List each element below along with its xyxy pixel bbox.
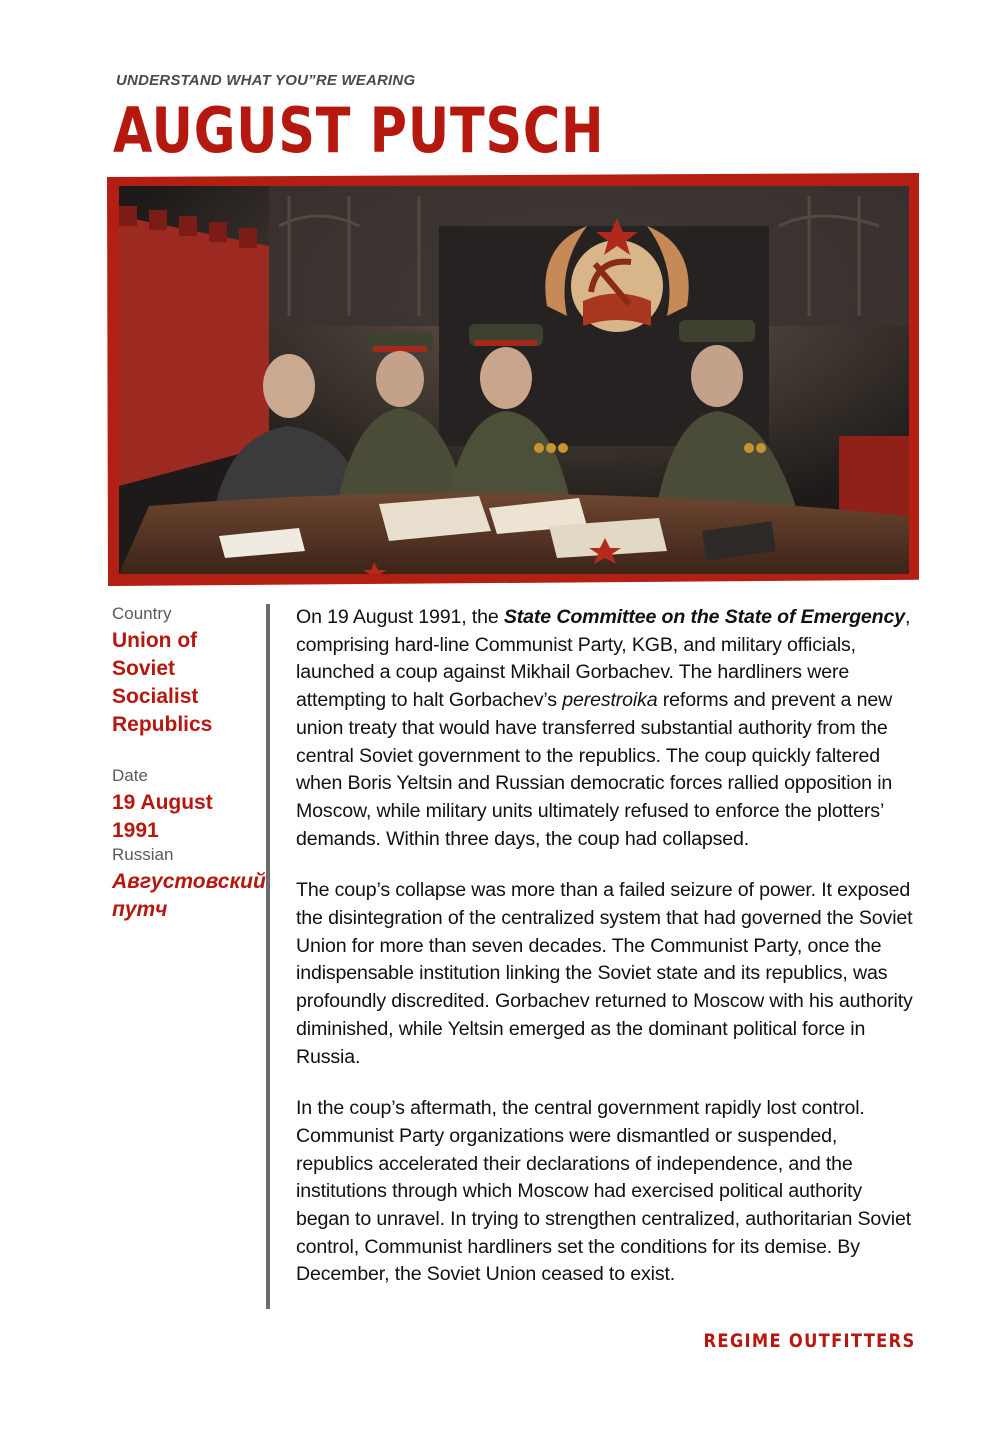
- page-title: AUGUST PUTSCH: [113, 94, 605, 167]
- p1-text-e: reforms and prevent a new union treaty that would have transferred substantial authority from the central Soviet government to the republics. The coup quickly faltered when Boris Yeltsin and Russian democratic forces rallied opposition in Moscow, while military units ultimately refused to enforce the plotters’ demands. Within three days, the coup had collapsed.: [296, 689, 893, 850]
- russian-block: [112, 844, 266, 924]
- date-label: Date: [112, 766, 148, 785]
- perestroika-term: perestroika: [562, 689, 658, 712]
- p1-text-c: , comprising hard-line Communist Party, KGB, and military officials, launched a coup against Mikhail Gorbachev. The hardliners were attempting to halt Gorbachev’s: [296, 606, 911, 712]
- brand-footer: REGIME OUTFITTERS: [703, 1330, 916, 1352]
- country-block: [112, 603, 262, 739]
- country-value: Union of Soviet Socialist Republics: [112, 629, 213, 736]
- date-block: [112, 765, 262, 845]
- meeting-illustration-icon: [119, 186, 909, 574]
- article-paragraph-1: [296, 604, 916, 853]
- eyebrow-tagline: UNDERSTAND WHAT YOU”RE WEARING: [116, 72, 416, 89]
- committee-name: State Committee on the State of Emergency: [503, 606, 905, 628]
- illustration-image: [119, 186, 909, 574]
- russian-label: Russian: [112, 845, 174, 864]
- vertical-divider: [266, 604, 270, 1309]
- date-value: 19 August 1991: [112, 791, 213, 842]
- illustration-frame: [107, 173, 919, 586]
- article-paragraph-2: The coup’s collapse was more than a failed seizure of power. It exposed the disintegration of the centralized system that had governed the Soviet Union for more than seven decades. The Communist Party, once the indispensable institution linking the Soviet state and its republics, was profoundly discredited. Gorbachev returned to Moscow with his authority diminished, while Yeltsin emerged as the dominant political force in Russia.: [296, 879, 913, 1068]
- p1-text-a: On 19 August 1991, the: [296, 606, 504, 628]
- article-paragraph-3: In the coup’s aftermath, the central government rapidly lost control. Communist Party organizations were dismantled or suspended, republics accelerated their declarations of independence, and the institutions through which Moscow had exercised political authority began to unravel. In trying to strengthen centralized, authoritarian Soviet control, Communist hardliners set the conditions for its demise. By December, the Soviet Union ceased to exist.: [296, 1097, 912, 1286]
- country-label: Country: [112, 604, 172, 623]
- article-body: [296, 604, 916, 1313]
- russian-value: Августовский путч: [112, 870, 266, 921]
